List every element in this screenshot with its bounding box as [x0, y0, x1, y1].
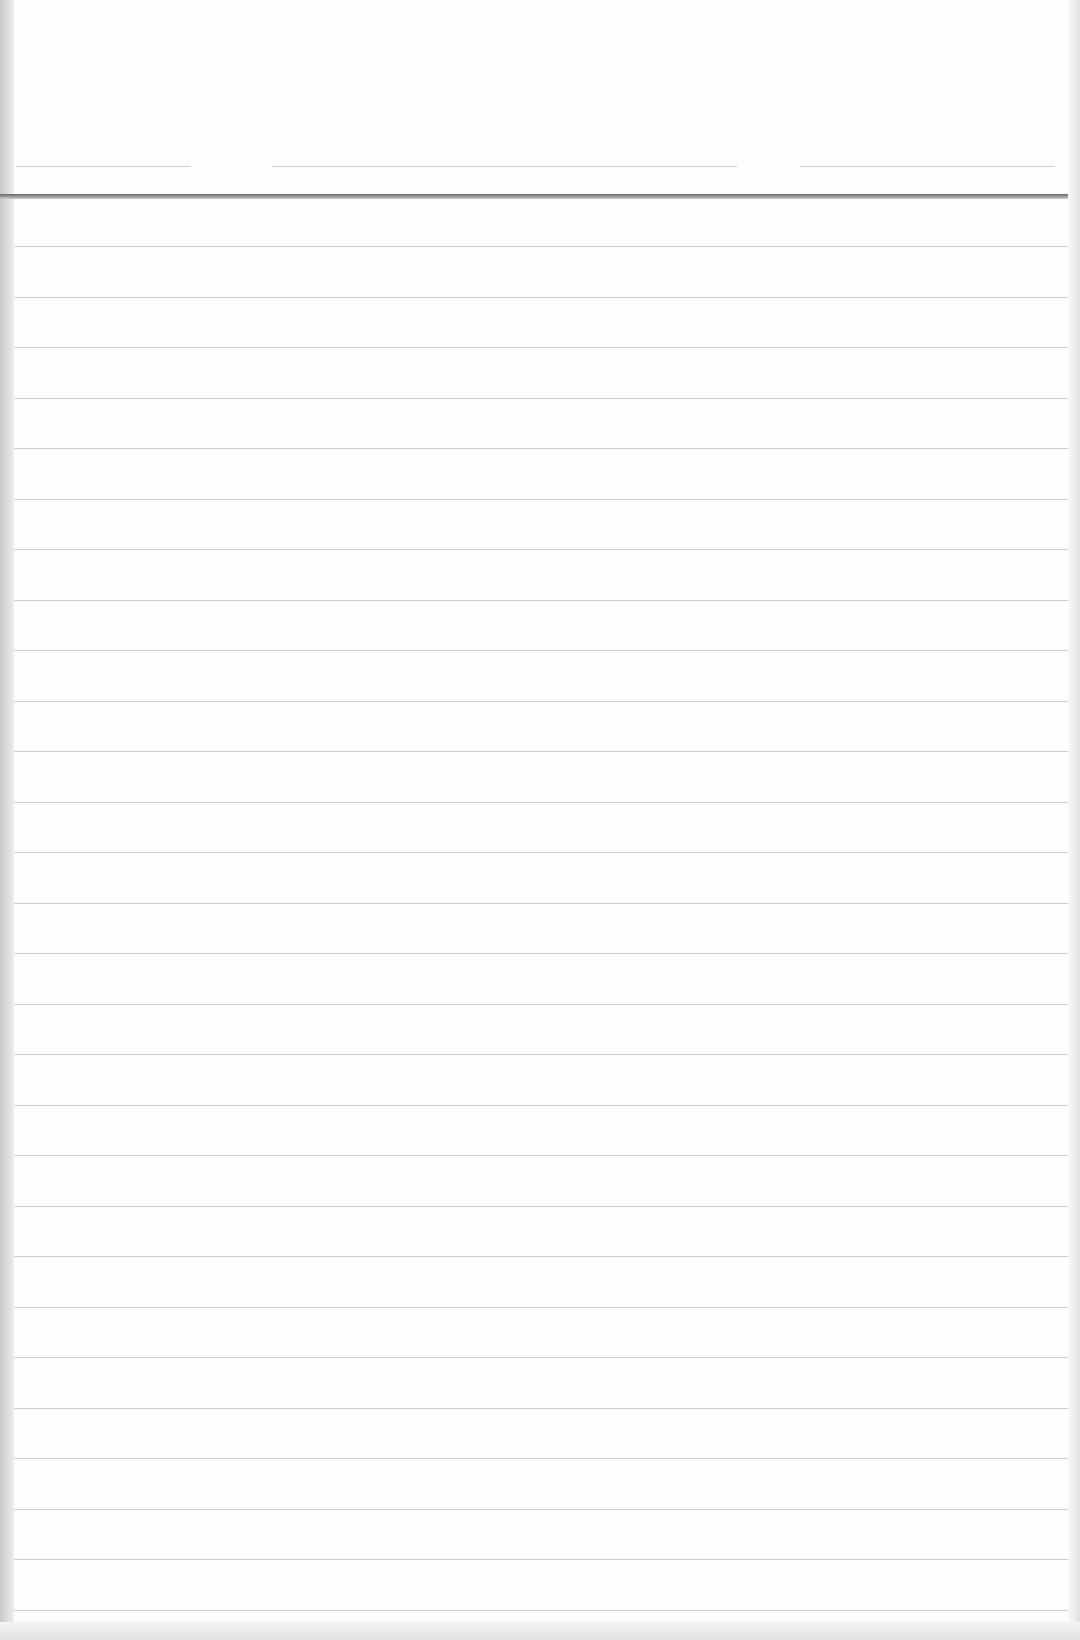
ruled-line [14, 499, 1068, 500]
ruled-line [14, 751, 1068, 752]
ruled-line [14, 600, 1068, 601]
top-margin-line [272, 166, 737, 167]
ruled-line [14, 347, 1068, 348]
top-margin-line [800, 166, 1055, 167]
ruled-line [14, 1357, 1068, 1358]
ruled-line [14, 1509, 1068, 1510]
ruled-line [14, 903, 1068, 904]
page-right-edge [1068, 0, 1080, 1640]
ruled-line [14, 1307, 1068, 1308]
header-rule [0, 194, 1068, 199]
ruled-line [14, 246, 1068, 247]
ruled-line [14, 650, 1068, 651]
page-bottom-edge [0, 1622, 1080, 1640]
ruled-line [14, 802, 1068, 803]
top-margin-line [16, 166, 191, 167]
ruled-line [14, 1105, 1068, 1106]
ruled-line [14, 1004, 1068, 1005]
ruled-line [14, 448, 1068, 449]
ruled-line [14, 1458, 1068, 1459]
ruled-line [14, 1206, 1068, 1207]
ruled-line [14, 398, 1068, 399]
ruled-line [14, 953, 1068, 954]
ruled-line [14, 701, 1068, 702]
ruled-line [14, 1610, 1068, 1611]
page-binding-edge [0, 0, 14, 1640]
ruled-line [14, 1256, 1068, 1257]
ruled-line [14, 852, 1068, 853]
ruled-line [14, 1408, 1068, 1409]
ruled-line [14, 297, 1068, 298]
ruled-line [14, 549, 1068, 550]
ruled-line [14, 1155, 1068, 1156]
ruled-line [14, 1559, 1068, 1560]
ruled-line [14, 1054, 1068, 1055]
